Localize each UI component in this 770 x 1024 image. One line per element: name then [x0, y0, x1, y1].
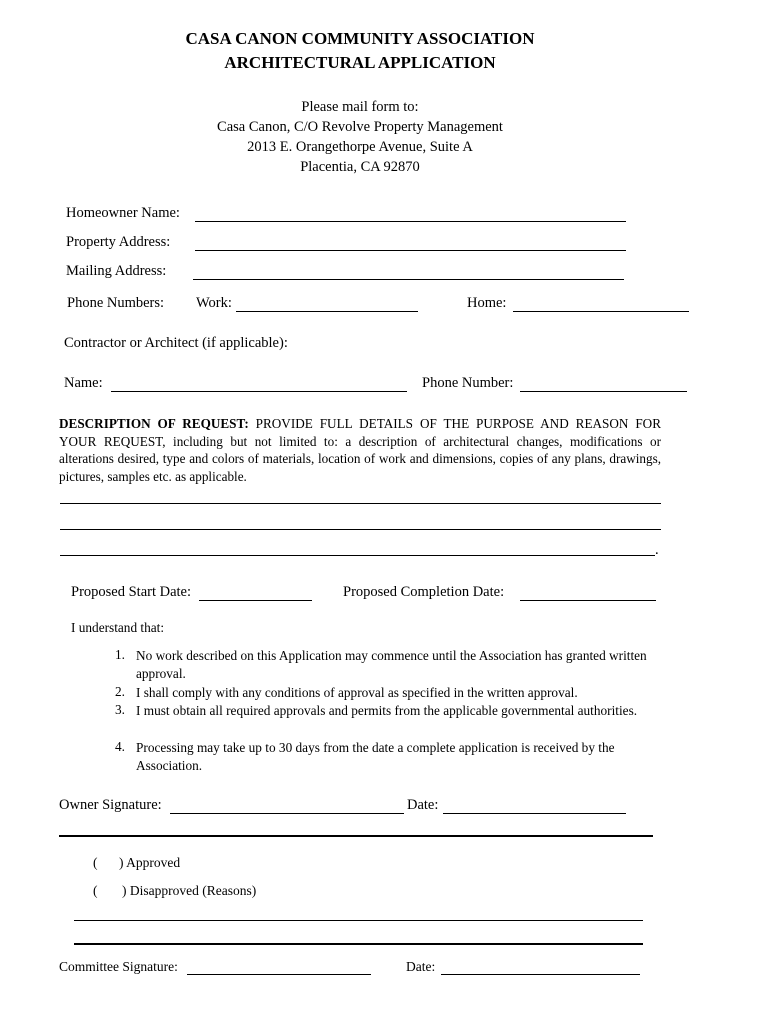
disapproved-option[interactable]: ) Disapproved (Reasons) [122, 883, 257, 898]
approved-option[interactable]: ) Approved [119, 855, 181, 870]
association-name: CASA CANON COMMUNITY ASSOCIATION [185, 29, 535, 48]
understanding-item: I shall comply with any conditions of approval as specified in the written approval. [136, 685, 578, 700]
item-number: 1. [115, 647, 125, 662]
committee-date-field[interactable] [441, 974, 640, 975]
contractor-phone-label: Phone Number: [422, 375, 514, 391]
committee-date-label: Date: [406, 959, 436, 974]
start-date-field[interactable] [199, 600, 312, 601]
mail-line-3: Placentia, CA 92870 [300, 159, 420, 175]
item-number: 2. [115, 684, 125, 699]
disapproved-paren: ( [93, 883, 98, 898]
description-line-3[interactable] [60, 555, 655, 556]
understanding-item: Processing may take up to 30 days from the date a complete application is received by the Association. [136, 740, 615, 773]
description-of-request [59, 415, 661, 485]
description-text: PROVIDE FULL DETAILS OF THE PURPOSE AND REASON FOR YOUR REQUEST, including but not limited to: a description of architectural changes, modifications or alterations desired, type and colors of materials, location of work and dimensions, copies of any plans, drawings, pictures, samples etc. as applicable. [59, 416, 661, 484]
homeowner-name-label: Homeowner Name: [66, 205, 180, 221]
section-divider [59, 835, 653, 837]
reasons-line-1[interactable] [74, 920, 643, 921]
mailing-address-label: Mailing Address: [66, 263, 167, 279]
phone-numbers-label: Phone Numbers: [67, 295, 165, 311]
mailing-address-field[interactable] [193, 279, 624, 280]
mail-intro: Please mail form to: [301, 99, 419, 115]
contractor-name-label: Name: [64, 375, 103, 391]
home-phone-field[interactable] [513, 311, 689, 312]
understanding-intro: I understand that: [71, 620, 165, 635]
mail-line-1: Casa Canon, C/O Revolve Property Management [217, 119, 503, 135]
description-line-2[interactable] [60, 529, 661, 530]
completion-date-field[interactable] [520, 600, 656, 601]
mail-line-2: 2013 E. Orangethorpe Avenue, Suite A [247, 139, 473, 155]
owner-signature-label: Owner Signature: [59, 797, 162, 813]
understanding-item: No work described on this Application may commence until the Association has granted written approval. [136, 648, 647, 681]
work-phone-label: Work: [196, 295, 232, 311]
homeowner-name-field[interactable] [195, 221, 626, 222]
home-phone-label: Home: [467, 295, 507, 311]
item-number: 3. [115, 702, 125, 717]
description-line-1[interactable] [60, 503, 661, 504]
description-end-mark: . [655, 542, 659, 558]
work-phone-field[interactable] [236, 311, 418, 312]
contractor-phone-field[interactable] [520, 391, 687, 392]
start-date-label: Proposed Start Date: [71, 584, 192, 600]
contractor-name-field[interactable] [111, 391, 407, 392]
owner-signature-field[interactable] [170, 813, 404, 814]
committee-signature-label: Committee Signature: [59, 959, 178, 974]
approved-paren: ( [93, 855, 98, 870]
description-label: DESCRIPTION OF REQUEST: [59, 416, 249, 431]
reasons-line-2[interactable] [74, 943, 643, 945]
understanding-item: I must obtain all required approvals and permits from the applicable governmental authorities. [136, 703, 638, 718]
form-title: ARCHITECTURAL APPLICATION [224, 53, 496, 72]
committee-signature-field[interactable] [187, 974, 371, 975]
property-address-label: Property Address: [66, 234, 171, 250]
owner-date-label: Date: [407, 797, 439, 813]
property-address-field[interactable] [195, 250, 626, 251]
item-number: 4. [115, 739, 125, 754]
completion-date-label: Proposed Completion Date: [343, 584, 505, 600]
owner-date-field[interactable] [443, 813, 626, 814]
contractor-heading: Contractor or Architect (if applicable): [64, 335, 288, 351]
